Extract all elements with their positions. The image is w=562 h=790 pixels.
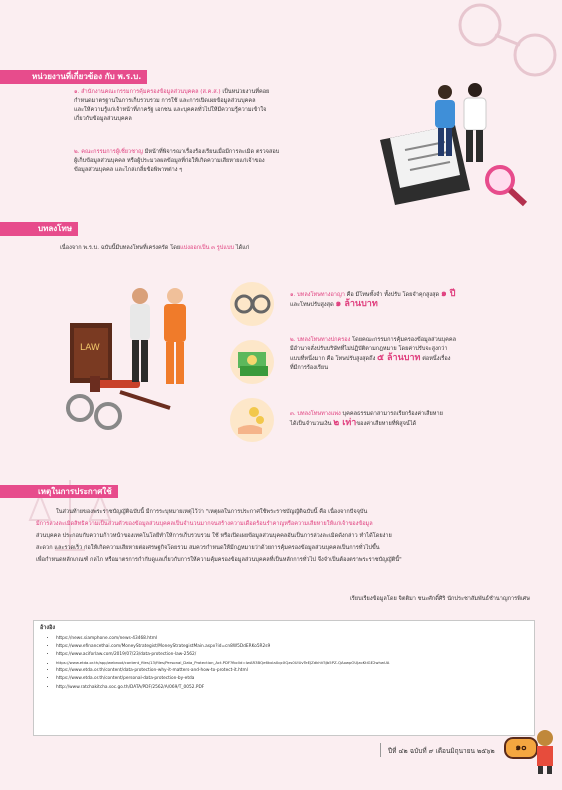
- magnifier-icon: [487, 167, 525, 204]
- agency-1-line-4: เกี่ยวกับข้อมูลส่วนบุคคล: [74, 116, 132, 122]
- coin-hand-icon: [230, 398, 274, 442]
- data-protection-illustration: [360, 80, 550, 210]
- handcuffs-icon: [230, 282, 274, 326]
- agency-2-line-2: ผู้เก็บข้อมูลส่วนบุคคล หรือผู้ประมวลผลข้อมูลที่ก่อให้เกิดความเสียหายแก่เจ้าของ: [74, 158, 265, 164]
- reason-body: [36, 506, 532, 566]
- gavel-icon: [90, 376, 170, 408]
- reference-item[interactable]: • http://www.ratchakitcha.soc.go.th/DATA/PDF/2562/A/069/T_0052.PDF: [56, 684, 534, 692]
- penalty-1-big-2: ๑ ล้านบาท: [335, 299, 378, 309]
- penalty-2: [290, 336, 530, 373]
- reason-line-1: ในส่วนท้ายของพระราชบัญญัติฉบับนี้ มีการระบุหมายเหตุไว้ว่า "เหตุผลในการประกาศใช้พระราชบัญญัติฉบับนี้ คือ เนื่องจากปัจจุบัน: [56, 509, 368, 515]
- references-list: [34, 635, 534, 692]
- svg-text:LAW: LAW: [80, 343, 100, 353]
- penalties-intro: [60, 244, 249, 253]
- penalty-2-text-a: โดยคณะกรรมการคุ้มครองข้อมูลส่วนบุคคล: [350, 337, 457, 343]
- reference-item[interactable]: • https://www.etda.or.th/content/personal-data-protection-by-etda: [56, 675, 534, 683]
- reason-author: เรียบเรียงข้อมูลโดย จิตติมา ชนะศักดิ์ศิริ นักประชาสัมพันธ์ชำนาญการพิเศษ: [349, 596, 530, 602]
- agency-item-1: [74, 88, 364, 124]
- penalty-1-big-1: ๑ ปี: [440, 289, 456, 299]
- penalty-1-text-b: และโทษปรับสูงสุด: [290, 302, 336, 308]
- agency-1-line-2: กำหนดมาตรฐานในการเก็บรวบรวม การใช้ และการเปิดเผยข้อมูลส่วนบุคคล: [74, 98, 256, 104]
- agency-item-2: [74, 148, 364, 175]
- agency-2-line-1: มีหน้าที่พิจารณาเรื่องร้องเรียนเมื่อมีการละเมิด ตรวจสอบ: [144, 149, 280, 155]
- handcuffs-circle: [230, 282, 274, 326]
- agency-2-line-3: ข้อมูลส่วนบุคคล และไกล่เกลี่ยข้อพิพาทต่าง ๆ: [74, 167, 183, 173]
- penalty-2-text-e: ที่มีการร้องเรียน: [290, 365, 329, 371]
- law-book-icon: [70, 323, 112, 383]
- agency-1-title: ๑. สำนักงานคณะกรรมการคุ้มครองข้อมูลส่วนบุคคล (ส.ค.ส.): [74, 89, 221, 95]
- reference-item[interactable]: • https://www.etda.or.th/content/data-protection-why-it-matters-and-how-to-protect-it.html: [56, 667, 534, 675]
- penalty-3-text-a: บุคคลธรรมดาสามารถเรียกร้องค่าเสียหาย: [340, 411, 443, 417]
- reference-item[interactable]: • https://www.etda.or.th/app/webroot/content_files/13/files/Personal_Data_Protection_Act.PDF?fbclid=IwAR3BQe6kxlaXqcXQzs0UlUvTeEJZdkhV5Jb5PZ-QAowpOUJzoKtiGE2whwUA: [56, 659, 534, 667]
- footer-issue: ปีที่ ๔๒ ฉบับที่ ๙ เดือนมิถุนายน ๒๕๖๒: [388, 747, 495, 755]
- agencies-heading: หน่วยงานที่เกี่ยวข้อง กับ พ.ร.บ.: [0, 70, 147, 84]
- mascot-icon: [530, 726, 560, 776]
- penalties-heading: บทลงโทษ: [0, 222, 78, 236]
- penalty-2-title: ๒. บทลงโทษทางปกครอง: [290, 337, 351, 343]
- reference-item[interactable]: • https://www.efinancethai.com/MoneyStrategist/MoneyStrategistMain.aspx?id=cn8W5DdERKo5R2s9: [56, 643, 534, 651]
- penalty-illustration: [60, 268, 230, 438]
- handcuffs-outline-icon: [440, 0, 562, 80]
- coin-hand-circle: [230, 398, 274, 442]
- reference-item[interactable]: • https://www.aciforlaw.com/2019/07/23/data-protection-law-2562/: [56, 651, 534, 659]
- money-circle: [230, 340, 274, 384]
- reason-line-3: ส่วนบุคคล ประกอบกับความก้าวหน้าของเทคโนโลยีทำให้การเก็บรวบรวม ใช้ หรือเปิดเผยข้อมูลส่วนบุคคลอันเป็นการล่วงละเมิดดังกล่าว ทำได้โดยง่าย: [36, 533, 392, 539]
- prisoner: [164, 288, 186, 384]
- penalty-1-title: ๑. บทลงโทษทางอาญา: [290, 292, 345, 298]
- reason-line-5: เพื่อกำหนดหลักเกณฑ์ กลไก หรือมาตรการกำกับดูแลเกี่ยวกับการให้ความคุ้มครองข้อมูลส่วนบุคคลที่เป็นหลักการทั่วไป จึงจำเป็นต้องตราพระราชบัญญัตินี้": [36, 557, 402, 563]
- penalty-3-big: ๒ เท่า: [333, 418, 357, 428]
- penalty-3: [290, 410, 530, 429]
- person-man: [464, 83, 486, 162]
- penalty-1: [290, 290, 530, 310]
- penalty-2-text-d: ต่อหนึ่งเรื่อง: [420, 356, 451, 362]
- reference-item[interactable]: • https://news.siamphone.com/news-43468.html: [56, 635, 534, 643]
- agency-2-title: ๒. คณะกรรมการผู้เชี่ยวชาญ: [74, 149, 143, 155]
- references-box: [33, 620, 535, 736]
- agency-1-line-1: เป็นหน่วยงานที่คอย: [222, 89, 270, 95]
- penalty-2-text-c: แบบที่หนึ่งมาก คือ โทษปรับสูงสุดถึง: [290, 356, 378, 362]
- penalty-3-title: ๓. บทลงโทษทางแพ่ง: [290, 411, 341, 417]
- references-heading: อ้างอิง: [40, 625, 56, 631]
- penalty-3-text-c: ของค่าเสียหายที่พิสูจน์ได้: [356, 421, 417, 427]
- penalties-intro-a: เนื่องจาก พ.ร.บ. ฉบับนี้มีบทลงโทษที่เคร่งครัด โดย: [60, 245, 181, 251]
- penalties-intro-c: ได้แก่: [234, 245, 250, 251]
- folder-icon: [380, 125, 470, 205]
- reason-line-4: สะดวก และรวดเร็ว ก่อให้เกิดความเสียหายต่อเศรษฐกิจโดยรวม สมควรกำหนดให้มีกฎหมายว่าด้วยการคุ้มครองข้อมูลส่วนบุคคลเป็นการทั่วไปขึ้น: [36, 545, 380, 551]
- penalties-intro-b: แบ่งออกเป็น ๓ รูปแบบ: [180, 245, 235, 251]
- penalty-2-big: ๕ ล้านบาท: [377, 353, 421, 363]
- reason-line-2: มีการล่วงละเมิดสิทธิความเป็นส่วนตัวของข้อมูลส่วนบุคคลเป็นจำนวนมากจนสร้างความเดือดร้อนรำคาญหรือความเสียหายให้แก่เจ้าของข้อมูล: [36, 521, 373, 527]
- money-icon: [230, 340, 274, 384]
- penalty-1-text-a: คือ มีโทษทั้งจำ ทั้งปรับ โดยจำคุกสูงสุด: [344, 292, 441, 298]
- penalty-2-text-b: มีอำนาจสั่งปรับบริษัทที่ไม่ปฏิบัติตามกฎหมาย โดยค่าปรับจะสูงกว่า: [290, 346, 448, 352]
- reason-heading: เหตุในการประกาศใช้: [0, 485, 118, 498]
- police-officer: [130, 288, 150, 382]
- agency-1-line-3: และให้ความรู้แก่เจ้าหน้าที่ภาครัฐ เอกชน และบุคคลทั่วไปให้มีความรู้ความเข้าใจ: [74, 107, 267, 113]
- handcuffs-icon-large: [68, 396, 120, 428]
- page-number: ๑๐: [515, 743, 527, 753]
- footer-divider: [380, 743, 381, 757]
- penalty-3-text-b: ได้เป็นจำนวนเงิน: [290, 421, 334, 427]
